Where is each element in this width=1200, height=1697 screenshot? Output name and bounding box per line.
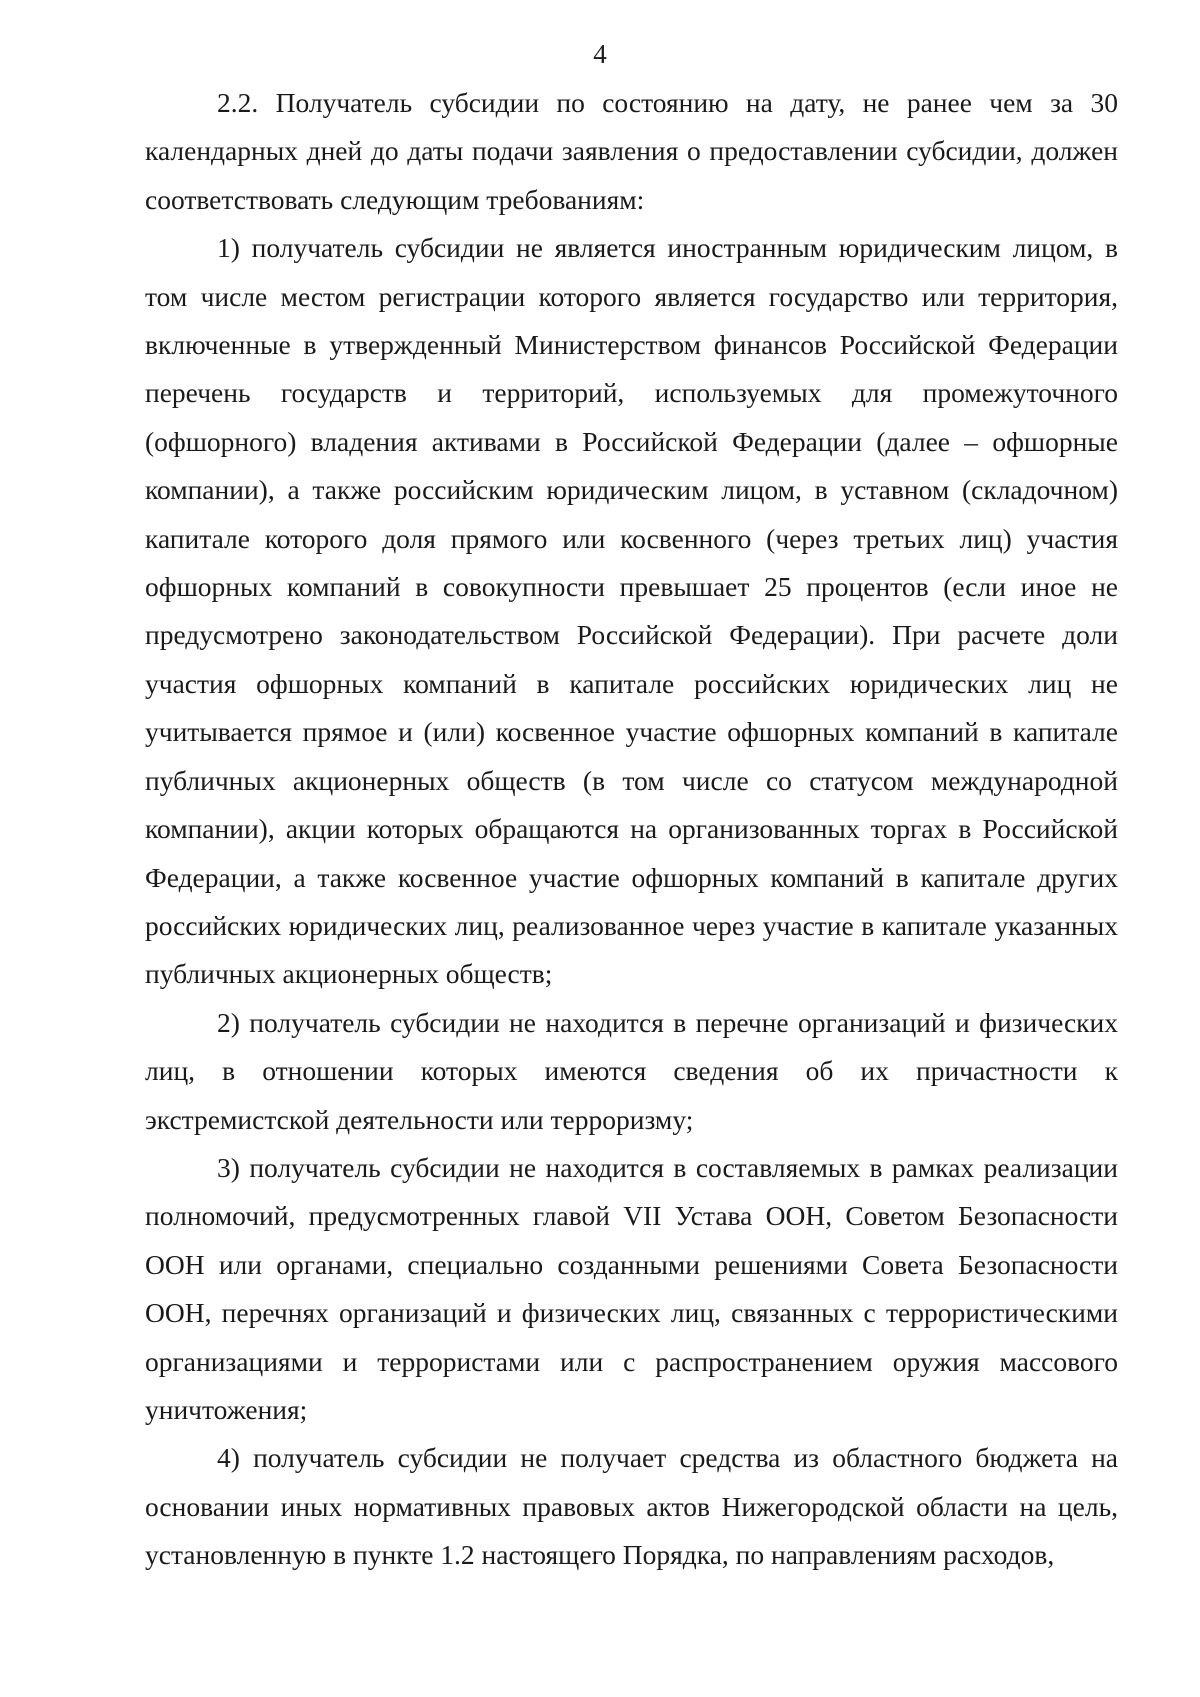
page-number: 4 bbox=[593, 39, 607, 69]
paragraph-item-3: 3) получатель субсидии не находится в составляемых в рамках реализации полномочий, предусмотренных главой VII Устава ООН, Советом Безопасности ООН или органами, специально созданными решениями Совета Безопасности ООН, перечнях организаций и физических лиц, связанных с террористическими организациями и террористами или с распространением оружия массового уничтожения; bbox=[145, 1151, 1118, 1425]
paragraph-item-4: 4) получатель субсидии не получает средства из областного бюджета на основании иных нормативных правовых актов Нижегородской области на цель, установленную в пункте 1.2 настоящего Порядка, по направлениям расходов, bbox=[145, 1442, 1118, 1571]
paragraph-item-2: 2) получатель субсидии не находится в перечне организаций и физических лиц, в отношении которых имеются сведения об их причастности к экстремистской деятельности или терроризму; bbox=[145, 1006, 1118, 1135]
paragraph-2-2: 2.2. Получатель субсидии по состоянию на дату, не ранее чем за 30 календарных дней до даты подачи заявления о предоставлении субсидии, должен соответствовать следующим требованиям: bbox=[145, 87, 1118, 215]
paragraph-item-1: 1) получатель субсидии не является иностранным юридическим лицом, в том числе местом регистрации которого является государство или территория, включенные в утвержденный Министерством финансов Российской Федерации перечень государств и территорий, используемых для промежуточного (офшорного) владения активами в Российской Федерации (далее – офшорные компании), а также российским юридическим лицом, в уставном (складочном) капитале которого доля прямого или косвенного (через третьих лиц) участия офшорных компаний в совокупности превышает 25 процентов (если иное не предусмотрено законодательством Российской Федерации). При расчете доли участия офшорных компаний в капитале российских юридических лиц не учитывается прямое и (или) косвенное участие офшорных компаний в капитале публичных акционерных обществ (в том числе со статусом международной компании), акции которых обращаются на организованных торгах в Российской Федерации, а также косвенное участие офшорных компаний в капитале других российских юридических лиц, реализованное через участие в капитале указанных публичных акционерных обществ; bbox=[145, 232, 1118, 990]
document-body bbox=[145, 79, 1118, 1580]
